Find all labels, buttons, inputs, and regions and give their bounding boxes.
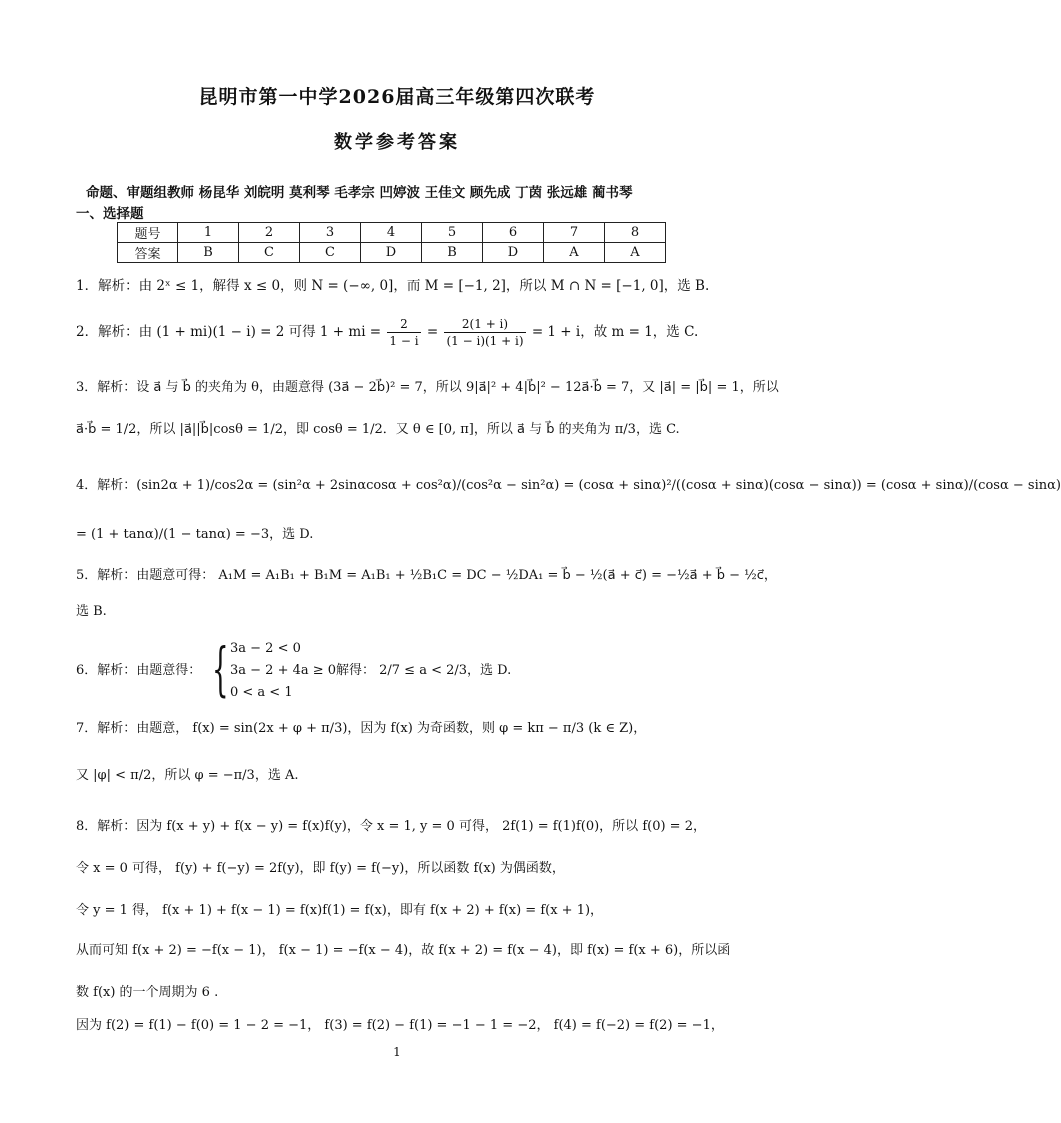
- fraction: $\frac{2(1 + i)}{(1 - i)(1 + i)}$: [446, 317, 524, 348]
- answer-table: [117, 222, 666, 263]
- solution-5-line-2: 选 B.: [76, 604, 107, 619]
- solution-8-line-4: 从而可知 f(x + 2) = −f(x − 1)， f(x − 1) = −f(x − 4)，故 f(x + 2) = f(x − 4)，即 f(x) = f(x + 6)，所以函: [76, 943, 731, 958]
- table-cell: C: [300, 243, 361, 263]
- table-cell: A: [605, 243, 666, 263]
- table-cell: 6: [483, 223, 544, 243]
- solution-3-line-2: a⃗·b⃗ = 1/2，所以 |a⃗||b⃗|cosθ = 1/2，即 cosθ = 1/2．又 θ ∈ [0, π]，所以 a⃗ 与 b⃗ 的夹角为 π/3，选 C.: [76, 422, 680, 437]
- solution-5-line-1: 5．解析：由题意可得： A₁M = A₁B₁ + B₁M = A₁B₁ + ½B₁C = DC − ½DA₁ = b⃗ − ½(a⃗ + c⃗) = −½a⃗ + b⃗ − ½c⃗，: [76, 568, 777, 583]
- authors-line: 命题、审题组教师 杨昆华 刘皖明 莫利琴 毛孝宗 凹婷波 王佳文 顾先成 丁茵 张远雄 蔺书琴: [86, 185, 633, 201]
- solution-6-suffix: 解得： 2/7 ≤ a < 2/3，选 D.: [336, 663, 512, 678]
- table-cell: B: [178, 243, 239, 263]
- table-row: [118, 243, 666, 263]
- solution-2: 2．解析：由 (1 + mi)(1 − i) = 2 可得 1 + mi = $\frac{2}{1 - i}$ = $\frac{2(1 + i)}{(1 - i)(1 + i)}$ = 1 + i，故 m = 1，选 C.: [76, 317, 699, 348]
- solution-3-line-1: 3．解析：设 a⃗ 与 b⃗ 的夹角为 θ，由题意得 (3a⃗ − 2b⃗)² = 7，所以 9|a⃗|² + 4|b⃗|² − 12a⃗·b⃗ = 7，又 |a⃗| = |b⃗| = 1，所以: [76, 380, 779, 395]
- table-cell: 7: [544, 223, 605, 243]
- table-cell: 5: [422, 223, 483, 243]
- table-cell: 2: [239, 223, 300, 243]
- table-cell: 1: [178, 223, 239, 243]
- section-heading: 一、选择题: [76, 206, 144, 222]
- table-cell: A: [544, 243, 605, 263]
- table-cell: B: [422, 243, 483, 263]
- brace-symbol: {: [212, 635, 229, 703]
- inequality-system: [230, 638, 336, 704]
- solution-4-line-2: = (1 + tanα)/(1 − tanα) = −3，选 D.: [76, 527, 314, 542]
- table-row: [118, 223, 666, 243]
- table-cell: 4: [361, 223, 422, 243]
- solution-8-line-6: 因为 f(2) = f(1) − f(0) = 1 − 2 = −1， f(3) = f(2) − f(1) = −1 − 1 = −2， f(4) = f(−2) = f(2) = −1，: [76, 1018, 724, 1033]
- table-cell: 3: [300, 223, 361, 243]
- page-number: 1: [393, 1045, 401, 1059]
- solution-2-text-a: 2．解析：由 (1 + mi)(1 − i) = 2 可得 1 + mi =: [76, 324, 382, 340]
- solution-7-line-1: 7．解析：由题意， f(x) = sin(2x + φ + π/3)，因为 f(x) 为奇函数，则 φ = kπ − π/3 (k ∈ Z)，: [76, 721, 647, 736]
- solution-8-line-5: 数 f(x) 的一个周期为 6 .: [76, 985, 219, 1000]
- table-cell: D: [483, 243, 544, 263]
- solution-7-line-2: 又 |φ| < π/2，所以 φ = −π/3，选 A.: [76, 768, 299, 783]
- table-cell: D: [361, 243, 422, 263]
- table-header-cell: 答案: [118, 243, 178, 263]
- system-line: 3a − 2 + 4a ≥ 0: [230, 663, 337, 678]
- table-cell: 8: [605, 223, 666, 243]
- solution-8-line-2: 令 x = 0 可得， f(y) + f(−y) = 2f(y)，即 f(y) = f(−y)，所以函数 f(x) 为偶函数，: [76, 861, 565, 876]
- solution-4-line-1: 4．解析：(sin2α + 1)/cos2α = (sin²α + 2sinαcosα + cos²α)/(cos²α − sin²α) = (cosα + sinα)²/((cosα + sinα)(cosα − sinα)) = (cosα + sinα)/(cosα − sinα): [76, 478, 1061, 493]
- system-line: 3a − 2 < 0: [230, 641, 301, 656]
- table-header-cell: 题号: [118, 223, 178, 243]
- solution-1: 1．解析：由 2ˣ ≤ 1，解得 x ≤ 0，则 N = (−∞, 0]，而 M = [−1, 2]，所以 M ∩ N = [−1, 0]，选 B.: [76, 278, 710, 294]
- table-cell: C: [239, 243, 300, 263]
- solution-8-line-3: 令 y = 1 得， f(x + 1) + f(x − 1) = f(x)f(1) = f(x)，即有 f(x + 2) + f(x) = f(x + 1)，: [76, 903, 604, 918]
- solution-8-line-1: 8．解析：因为 f(x + y) + f(x − y) = f(x)f(y)，令 x = 1, y = 0 可得， 2f(1) = f(1)f(0)，所以 f(0) = 2，: [76, 819, 706, 834]
- exam-subtitle: 数学参考答案: [334, 132, 460, 153]
- solution-2-text-b: = 1 + i，故 m = 1，选 C.: [531, 324, 699, 340]
- system-line: 0 < a < 1: [230, 685, 293, 700]
- solution-6-prefix: 6．解析：由题意得：: [76, 663, 202, 678]
- exam-title: 昆明市第一中学2026届高三年级第四次联考: [198, 86, 596, 108]
- fraction: $\frac{2}{1 - i}$: [389, 317, 419, 348]
